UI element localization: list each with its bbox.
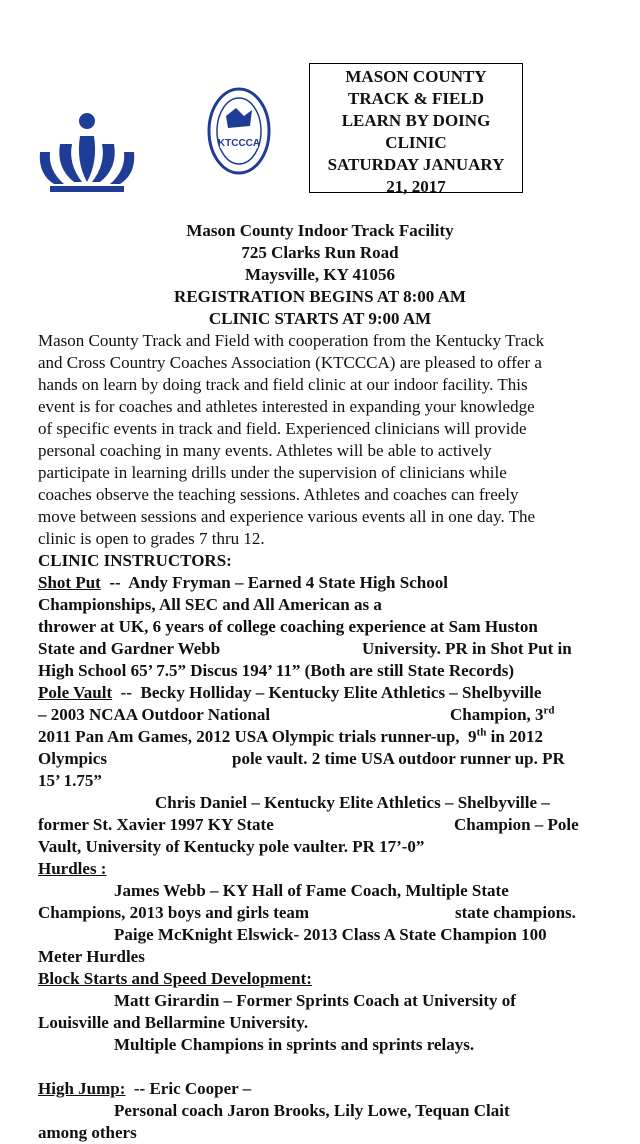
svg-text:KTCCCA: KTCCCA: [217, 138, 261, 149]
intro-line: move between sessions and experience various events all in one day. The: [38, 507, 536, 526]
shot-put-line: Shot Put -- Andy Fryman – Earned 4 State High School: [38, 573, 448, 592]
high-jump-label: High Jump:: [38, 1079, 126, 1098]
hurdles-line: [38, 858, 608, 880]
high-jump-line: Personal coach Jaron Brooks, Lily Lowe, Tequan Clait: [114, 1101, 510, 1120]
shot-put-line: thrower at UK, 6 years of college coaching experience at Sam Huston: [38, 617, 538, 636]
high-jump-line: High Jump: -- Eric Cooper –: [38, 1079, 252, 1098]
pole-vault-line: 15’ 1.75”: [38, 771, 102, 790]
intro-paragraph: [38, 330, 608, 550]
shot-put-line: Championships, All SEC and All American as a: [38, 595, 382, 614]
clinic-title-box: [309, 63, 523, 196]
hurdles-line: James Webb – KY Hall of Fame Coach, Multiple State: [114, 881, 509, 900]
title-line: SATURDAY JANUARY: [327, 155, 505, 174]
block-starts-line: Matt Girardin – Former Sprints Coach at University of: [114, 991, 516, 1010]
title-line: MASON COUNTY: [345, 67, 487, 86]
facility-name: Mason County Indoor Track Facility: [186, 221, 454, 240]
block-starts-line: Louisville and Bellarmine University.: [38, 1013, 309, 1032]
pole-vault-line: Olympics pole vault. 2 time USA outdoor runner up. PR: [38, 749, 565, 768]
hurdles-line: Champions, 2013 boys and girls team state champions.: [38, 903, 576, 922]
pole-vault-label: Pole Vault: [38, 683, 113, 702]
hurdles-line: Meter Hurdles: [38, 947, 145, 966]
intro-line: personal coaching in many events. Athletes will be able to actively: [38, 441, 492, 460]
clinic-start-time: CLINIC STARTS AT 9:00 AM: [208, 309, 432, 328]
intro-line: coaches observe the teaching sessions. Athletes and coaches can freely: [38, 485, 519, 504]
title-line: LEARN BY DOING: [341, 111, 491, 130]
intro-line: Mason County Track and Field with cooperation from the Kentucky Track: [38, 331, 545, 350]
ktccca-seal-icon: [206, 86, 272, 176]
intro-line: and Cross Country Coaches Association (KTCCCA) are pleased to offer a: [38, 353, 542, 372]
instructors-section: [38, 550, 608, 1144]
pole-vault-line: former St. Xavier 1997 KY State Champion – Pole: [38, 815, 579, 834]
title-line: TRACK & FIELD: [347, 89, 484, 108]
shot-put-line: High School 65’ 7.5” Discus 194’ 11” (Both are still State Records): [38, 661, 514, 680]
city-state-zip: Maysville, KY 41056: [245, 265, 395, 284]
intro-line: event is for coaches and athletes interested in expanding your knowledge: [38, 397, 535, 416]
block-starts-label: Block Starts and Speed Development:: [38, 969, 312, 988]
title-line: CLINIC: [385, 133, 447, 152]
blank-line: [38, 1056, 608, 1078]
intro-line: participate in learning drills under the supervision of clinicians while: [38, 463, 507, 482]
pole-vault-line: Pole Vault -- Becky Holliday – Kentucky Elite Athletics – Shelbyville: [38, 683, 542, 702]
registration-time: REGISTRATION BEGINS AT 8:00 AM: [174, 287, 466, 306]
street-address: 725 Clarks Run Road: [241, 243, 399, 262]
hurdles-line: Paige McKnight Elswick- 2013 Class A State Champion 100: [114, 925, 547, 944]
shot-put-line: State and Gardner Webb University. PR in Shot Put in: [38, 639, 572, 658]
hurdles-label: Hurdles :: [38, 859, 107, 878]
instructors-heading: CLINIC INSTRUCTORS:: [38, 551, 232, 570]
intro-line: hands on learn by doing track and field clinic at our indoor facility. This: [38, 375, 528, 394]
crown-logo-icon: [36, 112, 138, 194]
pole-vault-line: Vault, University of Kentucky pole vaulter. PR 17’-0”: [38, 837, 425, 856]
title-line: 21, 2017: [386, 177, 446, 196]
shot-put-label: Shot Put: [38, 573, 101, 592]
pole-vault-line: 2011 Pan Am Games, 2012 USA Olympic trials runner-up, 9th in 2012: [38, 726, 544, 746]
pole-vault-line: Chris Daniel – Kentucky Elite Athletics – Shelbyville –: [155, 793, 550, 812]
pole-vault-line: – 2003 NCAA Outdoor National Champion, 3rd: [38, 704, 555, 724]
block-starts-line: [38, 968, 608, 990]
venue-block: [0, 220, 640, 330]
intro-line: clinic is open to grades 7 thru 12.: [38, 529, 265, 548]
intro-line: of specific events in track and field. Experienced clinicians will provide: [38, 419, 527, 438]
block-starts-line: Multiple Champions in sprints and sprints relays.: [114, 1035, 475, 1054]
high-jump-line: among others: [38, 1123, 137, 1142]
